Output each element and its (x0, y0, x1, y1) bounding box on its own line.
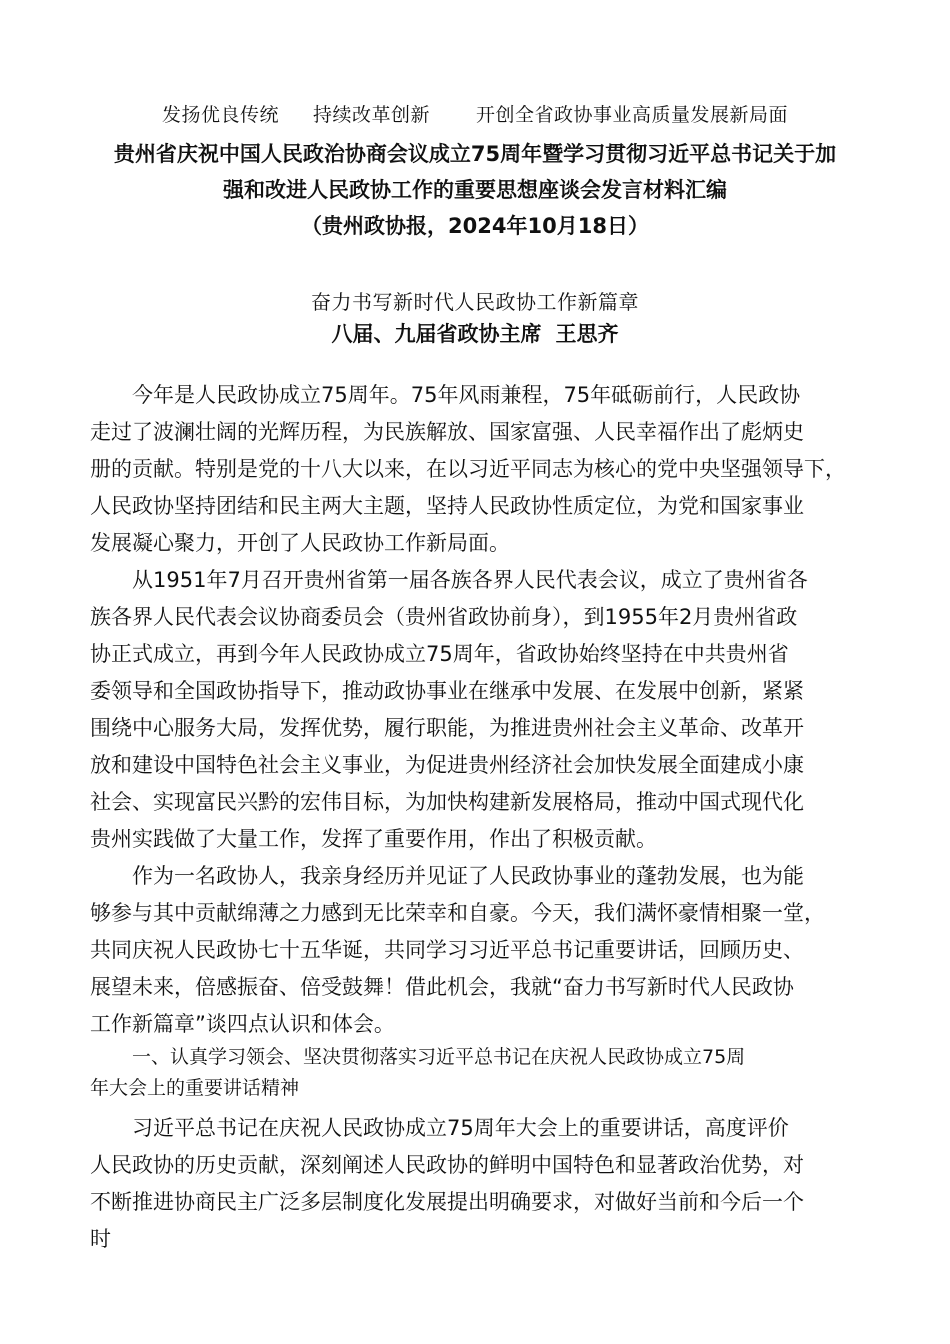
paragraph-line: 围绕中心服务大局，发挥优势，履行职能，为推进贵州社会主义革命、改革开 (90, 716, 804, 740)
section-heading (90, 1042, 745, 1104)
paragraph-line: 工作新篇章”谈四点认识和体会。 (90, 1012, 395, 1036)
paragraph-line: 人民政协坚持团结和民主两大主题，坚持人民政协性质定位，为党和国家事业 (90, 494, 804, 518)
motto-phrase-3: 开创全省政协事业高质量发展新局面 (476, 104, 789, 126)
paragraph-1 (90, 377, 860, 562)
paragraph-line: 委领导和全国政协指导下，推动政协事业在继承中发展、在发展中创新，紧紧 (90, 679, 804, 703)
paragraph-line: 贵州实践做了大量工作，发挥了重要作用，作出了积极贡献。 (90, 827, 657, 851)
compilation-title-line-1: 贵州省庆祝中国人民政治协商会议成立75周年暨学习贯彻习近平总书记关于加 (113, 142, 837, 166)
section-paragraph (90, 1110, 860, 1258)
section-heading-line: 一、认真学习领会、坚决贯彻落实习近平总书记在庆祝人民政协成立75周 (132, 1046, 746, 1068)
motto-phrase-1: 发扬优良传统 (161, 104, 279, 126)
motto-line (0, 100, 950, 127)
author-name: 王思齐 (555, 322, 619, 346)
source-line: （贵州政协报，2024年10月18日） (301, 214, 649, 238)
paragraph-line: 社会、实现富民兴黔的宏伟目标，为加快构建新发展格局，推动中国式现代化 (90, 790, 804, 814)
paragraph-line: 协正式成立，再到今年人民政协成立75周年，省政协始终坚持在中共贵州省 (90, 642, 789, 666)
article-title: 奋力书写新时代人民政协工作新篇章 (311, 290, 639, 314)
paragraph-line: 习近平总书记在庆祝人民政协成立75周年大会上的重要讲话，高度评价 (132, 1116, 789, 1140)
motto-phrase-2: 持续改革创新 (312, 104, 430, 126)
paragraph-line: 族各界人民代表会议协商委员会（贵州省政协前身），到1955年2月贵州省政 (90, 605, 798, 629)
paragraph-3 (90, 858, 860, 1043)
paragraph-line: 从1951年7月召开贵州省第一届各族各界人民代表会议，成立了贵州省各 (132, 568, 808, 592)
paragraph-line: 共同庆祝人民政协七十五华诞，共同学习习近平总书记重要讲话，回顾历史、 (90, 938, 804, 962)
paragraph-line: 不断推进协商民主广泛多层制度化发展提出明确要求，对做好当前和今后一个 (90, 1190, 804, 1214)
author-line (0, 318, 950, 348)
paragraph-line: 够参与其中贡献绵薄之力感到无比荣幸和自豪。今天，我们满怀豪情相聚一堂， (90, 901, 825, 925)
paragraph-line: 时 (90, 1227, 111, 1251)
paragraph-2 (90, 562, 860, 858)
paragraph-line: 发展凝心聚力，开创了人民政协工作新局面。 (90, 531, 510, 555)
section-heading-line: 年大会上的重要讲话精神 (90, 1077, 300, 1099)
paragraph-line: 放和建设中国特色社会主义事业，为促进贵州经济社会加快发展全面建成小康 (90, 753, 804, 777)
author-role: 八届、九届省政协主席 (331, 322, 542, 346)
compilation-title-line-2: 强和改进人民政协工作的重要思想座谈会发言材料汇编 (223, 178, 727, 202)
paragraph-line: 作为一名政协人，我亲身经历并见证了人民政协事业的蓬勃发展，也为能 (132, 864, 804, 888)
paragraph-line: 册的贡献。特别是党的十八大以来，在以习近平同志为核心的党中央坚强领导下， (90, 457, 846, 481)
paragraph-line: 今年是人民政协成立75周年。75年风雨兼程，75年砥砺前行，人民政协 (132, 383, 801, 407)
paragraph-line: 展望未来，倍感振奋、倍受鼓舞！借此机会，我就“奋力书写新时代人民政协 (90, 975, 794, 999)
paragraph-line: 走过了波澜壮阔的光辉历程，为民族解放、国家富强、人民幸福作出了彪炳史 (90, 420, 804, 444)
paragraph-line: 人民政协的历史贡献，深刻阐述人民政协的鲜明中国特色和显著政治优势，对 (90, 1153, 804, 1177)
